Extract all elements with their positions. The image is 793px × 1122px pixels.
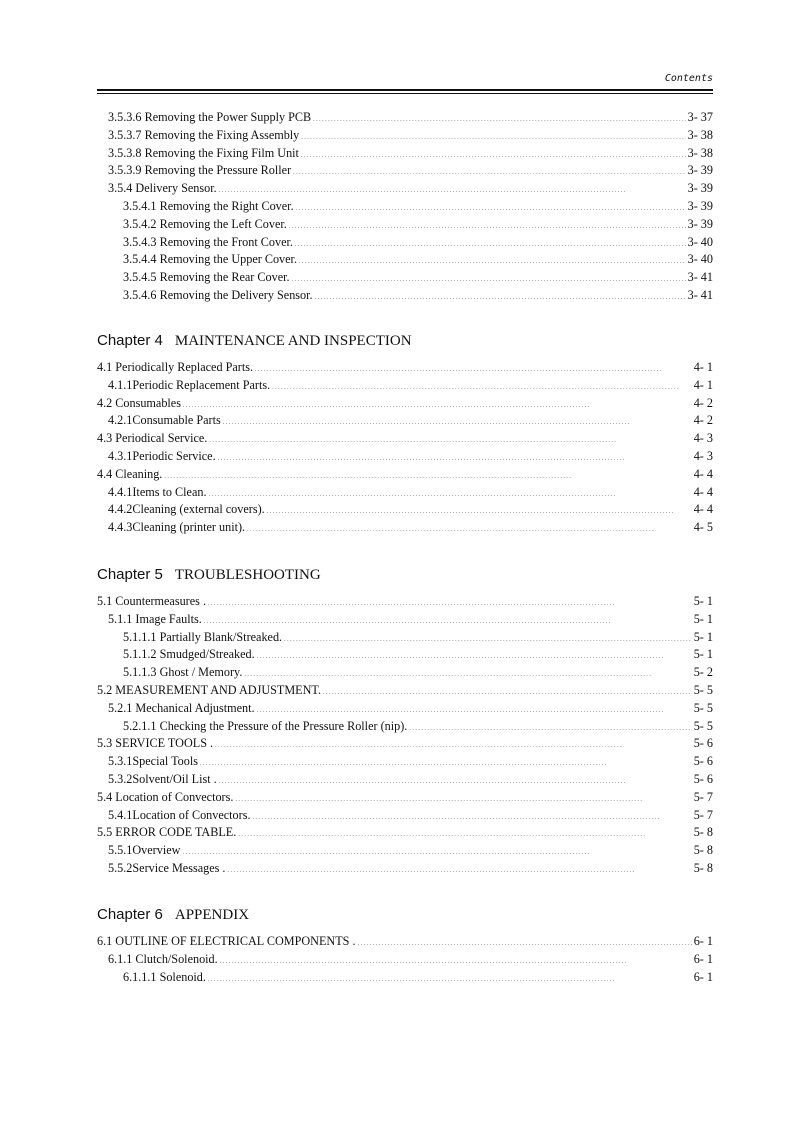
toc-entry-label: 3.5.3.8 Removing the Fixing Film Unit bbox=[108, 145, 299, 160]
toc-entry-label: 5.3.2Solvent/Oil List . bbox=[108, 771, 217, 786]
dot-leader bbox=[200, 754, 692, 769]
dot-leader bbox=[219, 181, 686, 196]
toc-entry[interactable] bbox=[97, 594, 713, 612]
dot-leader bbox=[257, 647, 692, 662]
dot-leader bbox=[257, 701, 692, 716]
toc-entry-label: 5.4 Location of Convectors. bbox=[97, 789, 234, 804]
chapter-title: MAINTENANCE AND INSPECTION bbox=[174, 333, 412, 349]
toc-entry[interactable] bbox=[97, 110, 713, 128]
toc-entry-page-number: 5- 2 bbox=[693, 665, 713, 680]
toc-entry-page-number: 5- 7 bbox=[693, 789, 713, 804]
toc-entry-label: 5.5.1Overview bbox=[108, 843, 181, 858]
dot-leader bbox=[295, 235, 686, 250]
toc-entry-page-number: 4- 3 bbox=[693, 431, 713, 446]
toc-entry-page-number: 4- 1 bbox=[693, 377, 713, 392]
toc-entry[interactable] bbox=[97, 754, 713, 772]
dot-leader bbox=[209, 431, 691, 446]
toc-entry-label: 6.1.1 Clutch/Solenoid. bbox=[108, 951, 218, 966]
toc-entry[interactable] bbox=[97, 146, 713, 164]
toc-entry-page-number: 4- 5 bbox=[693, 520, 713, 535]
toc-entry-label: 5.3 SERVICE TOOLS . bbox=[97, 736, 214, 751]
toc-entry-page-number: 3- 39 bbox=[687, 163, 713, 178]
toc-section-chapter-4 bbox=[97, 360, 713, 538]
dot-leader bbox=[218, 449, 692, 464]
chapter-number: Chapter 5 bbox=[97, 566, 163, 583]
toc-entry-page-number: 3- 38 bbox=[687, 127, 713, 142]
dot-leader bbox=[313, 110, 685, 125]
toc-entry-page-number: 4- 4 bbox=[693, 466, 713, 481]
toc-entry[interactable] bbox=[97, 520, 713, 538]
toc-entry-label: 4.2.1Consumable Parts bbox=[108, 413, 221, 428]
toc-section-chapter-3-continued bbox=[97, 110, 713, 306]
toc-entry[interactable] bbox=[97, 378, 713, 396]
toc-entry-label: 3.5.4.5 Removing the Rear Cover. bbox=[123, 270, 290, 285]
toc-entry-page-number: 3- 41 bbox=[687, 287, 713, 302]
toc-entry-label: 3.5.4.2 Removing the Left Cover. bbox=[123, 216, 287, 231]
toc-entry-page-number: 5- 1 bbox=[693, 611, 713, 626]
toc-entry-label: 4.3.1Periodic Service. bbox=[108, 448, 216, 463]
running-header: Contents bbox=[664, 73, 713, 84]
toc-entry-label: 4.3 Periodical Service. bbox=[97, 431, 208, 446]
toc-entry-label: 3.5.4.6 Removing the Delivery Sensor. bbox=[123, 287, 313, 302]
dot-leader bbox=[208, 970, 692, 985]
dot-leader bbox=[315, 288, 686, 303]
toc-entry-label: 5.3.1Special Tools bbox=[108, 754, 198, 769]
dot-leader bbox=[247, 520, 692, 535]
toc-entry[interactable] bbox=[97, 431, 713, 449]
toc-entry-label: 6.1.1.1 Solenoid. bbox=[123, 969, 206, 984]
toc-entry[interactable] bbox=[97, 449, 713, 467]
dot-leader bbox=[227, 861, 691, 876]
toc-entry-label: 5.1.1.2 Smudged/Streaked. bbox=[123, 647, 255, 662]
toc-entry[interactable] bbox=[97, 683, 713, 701]
toc-entry[interactable] bbox=[97, 701, 713, 719]
toc-entry[interactable] bbox=[97, 825, 713, 843]
toc-entry-page-number: 4- 2 bbox=[693, 395, 713, 410]
toc-entry-label: 4.1 Periodically Replaced Parts. bbox=[97, 360, 254, 374]
toc-entry[interactable] bbox=[97, 485, 713, 503]
toc-entry[interactable] bbox=[97, 217, 713, 235]
dot-leader bbox=[244, 665, 691, 680]
toc-entry[interactable] bbox=[97, 952, 713, 970]
toc-entry[interactable] bbox=[97, 396, 713, 414]
toc-entry-label: 3.5.4 Delivery Sensor. bbox=[108, 181, 217, 196]
toc-entry[interactable] bbox=[97, 647, 713, 665]
dot-leader bbox=[182, 843, 691, 858]
dot-leader bbox=[164, 467, 691, 482]
toc-entry-label: 6.1 OUTLINE OF ELECTRICAL COMPONENTS . bbox=[97, 934, 356, 948]
toc-entry[interactable] bbox=[97, 970, 713, 988]
toc-entry-label: 3.5.3.6 Removing the Power Supply PCB bbox=[108, 110, 312, 124]
toc-entry[interactable] bbox=[97, 413, 713, 431]
toc-entry[interactable] bbox=[97, 808, 713, 826]
toc-entry-page-number: 5- 6 bbox=[693, 754, 713, 769]
toc-entry[interactable] bbox=[97, 790, 713, 808]
dot-leader bbox=[215, 736, 692, 751]
toc-entry-page-number: 3- 38 bbox=[687, 145, 713, 160]
toc-entry[interactable] bbox=[97, 843, 713, 861]
toc-entry[interactable] bbox=[97, 181, 713, 199]
toc-entry[interactable] bbox=[97, 360, 713, 378]
toc-entry[interactable] bbox=[97, 665, 713, 683]
toc-entry-label: 5.2 MEASUREMENT AND ADJUSTMENT. bbox=[97, 682, 322, 697]
chapter-number: Chapter 4 bbox=[97, 332, 163, 349]
chapter-title: TROUBLESHOOTING bbox=[174, 567, 321, 583]
toc-entry[interactable] bbox=[97, 270, 713, 288]
toc-entry[interactable] bbox=[97, 163, 713, 181]
chapter-title: APPENDIX bbox=[174, 907, 250, 923]
toc-entry-page-number: 5- 1 bbox=[693, 647, 713, 662]
toc-entry[interactable] bbox=[97, 467, 713, 485]
toc-entry[interactable] bbox=[97, 772, 713, 790]
dot-leader bbox=[299, 252, 686, 267]
toc-entry-page-number: 5- 6 bbox=[693, 771, 713, 786]
toc-entry-label: 5.5 ERROR CODE TABLE. bbox=[97, 825, 237, 840]
toc-entry[interactable] bbox=[97, 630, 713, 648]
toc-entry-label: 3.5.4.1 Removing the Right Cover. bbox=[123, 198, 294, 213]
chapter-4-heading bbox=[97, 332, 713, 354]
toc-entry-page-number: 4- 4 bbox=[693, 484, 713, 499]
toc-entry-page-number: 3- 39 bbox=[687, 216, 713, 231]
toc-entry-label: 5.1.1.1 Partially Blank/Streaked. bbox=[123, 629, 283, 644]
toc-entry-page-number: 4- 4 bbox=[693, 502, 713, 517]
header-rule-thin bbox=[97, 93, 713, 94]
toc-entry-label: 4.4.2Cleaning (external covers). bbox=[108, 502, 265, 517]
toc-entry-label: 5.2.1.1 Checking the Pressure of the Pressure Roller (nip). bbox=[123, 718, 408, 733]
toc-entry-label: 5.1.1 Image Faults. bbox=[108, 611, 202, 626]
toc-entry[interactable] bbox=[97, 199, 713, 217]
toc-entry[interactable] bbox=[97, 719, 713, 737]
dot-leader bbox=[219, 772, 692, 787]
toc-entry[interactable] bbox=[97, 288, 713, 306]
toc-entry-page-number: 5- 8 bbox=[693, 825, 713, 840]
toc-entry-label: 4.2 Consumables bbox=[97, 395, 181, 410]
chapter-6-heading bbox=[97, 906, 713, 928]
dot-leader bbox=[255, 360, 692, 375]
dot-leader bbox=[223, 413, 692, 428]
toc-entry-page-number: 3- 40 bbox=[687, 252, 713, 267]
toc-entry-page-number: 5- 8 bbox=[693, 860, 713, 875]
toc-entry[interactable] bbox=[97, 502, 713, 520]
toc-entry-page-number: 5- 5 bbox=[693, 700, 713, 715]
toc-entry-label: 5.5.2Service Messages . bbox=[108, 860, 226, 875]
toc-entry-page-number: 4- 2 bbox=[693, 413, 713, 428]
toc-entry-page-number: 5- 5 bbox=[693, 682, 713, 697]
toc-entry-label: 5.2.1 Mechanical Adjustment. bbox=[108, 700, 255, 715]
dot-leader bbox=[409, 719, 691, 734]
toc-entry-page-number: 4- 3 bbox=[693, 448, 713, 463]
dot-leader bbox=[183, 396, 692, 411]
toc-entry-page-number: 6- 1 bbox=[693, 934, 713, 948]
dot-leader bbox=[208, 594, 692, 609]
toc-entry-page-number: 3- 41 bbox=[687, 270, 713, 285]
chapter-5-heading bbox=[97, 566, 713, 588]
toc-entry[interactable] bbox=[97, 235, 713, 253]
toc-entry-label: 4.4 Cleaning. bbox=[97, 466, 163, 481]
toc-entry-label: 5.1 Countermeasures . bbox=[97, 594, 206, 608]
toc-entry[interactable] bbox=[97, 612, 713, 630]
chapter-number: Chapter 6 bbox=[97, 906, 163, 923]
toc-entry-label: 4.4.3Cleaning (printer unit). bbox=[108, 520, 246, 535]
toc-entry-page-number: 5- 8 bbox=[693, 843, 713, 858]
toc-entry-page-number: 6- 1 bbox=[693, 969, 713, 984]
toc-entry-page-number: 3- 40 bbox=[687, 234, 713, 249]
dot-leader bbox=[358, 934, 692, 949]
toc-entry-label: 4.4.1Items to Clean. bbox=[108, 484, 207, 499]
dot-leader bbox=[301, 128, 685, 143]
toc-entry-page-number: 4- 1 bbox=[693, 360, 713, 374]
toc-entry-label: 3.5.3.7 Removing the Fixing Assembly bbox=[108, 127, 300, 142]
toc-entry-page-number: 3- 37 bbox=[687, 110, 713, 124]
toc-entry[interactable] bbox=[97, 736, 713, 754]
dot-leader bbox=[253, 808, 692, 823]
toc-entry-page-number: 6- 1 bbox=[693, 951, 713, 966]
toc-entry-page-number: 5- 5 bbox=[693, 718, 713, 733]
toc-entry-label: 5.4.1Location of Convectors. bbox=[108, 807, 251, 822]
toc-entry-label: 5.1.1.3 Ghost / Memory. bbox=[123, 665, 243, 680]
toc-entry-label: 4.1.1Periodic Replacement Parts. bbox=[108, 377, 271, 392]
toc-entry-page-number: 3- 39 bbox=[687, 181, 713, 196]
dot-leader bbox=[220, 952, 692, 967]
dot-leader bbox=[267, 502, 692, 517]
toc-entry-page-number: 5- 7 bbox=[693, 807, 713, 822]
dot-leader bbox=[235, 790, 691, 805]
toc-entry-page-number: 5- 1 bbox=[693, 629, 713, 644]
dot-leader bbox=[209, 485, 692, 500]
dot-leader bbox=[292, 270, 686, 285]
toc-entry-page-number: 5- 6 bbox=[693, 736, 713, 751]
toc-entry-page-number: 3- 39 bbox=[687, 198, 713, 213]
dot-leader bbox=[301, 146, 686, 161]
toc-entry-label: 3.5.4.3 Removing the Front Cover. bbox=[123, 234, 293, 249]
toc-entry[interactable] bbox=[97, 934, 713, 952]
toc-entry-label: 3.5.3.9 Removing the Pressure Roller bbox=[108, 163, 292, 178]
dot-leader bbox=[204, 612, 692, 627]
dot-leader bbox=[238, 825, 691, 840]
toc-entry[interactable] bbox=[97, 252, 713, 270]
dot-leader bbox=[323, 683, 692, 698]
toc-entry-label: 3.5.4.4 Removing the Upper Cover. bbox=[123, 252, 297, 267]
dot-leader bbox=[293, 163, 685, 178]
toc-entry-page-number: 5- 1 bbox=[693, 594, 713, 608]
dot-leader bbox=[289, 217, 686, 232]
dot-leader bbox=[296, 199, 686, 214]
dot-leader bbox=[272, 378, 692, 393]
toc-entry[interactable] bbox=[97, 128, 713, 146]
toc-section-chapter-5 bbox=[97, 594, 713, 879]
toc-entry[interactable] bbox=[97, 861, 713, 879]
header-rule-thick bbox=[97, 89, 713, 91]
toc-section-chapter-6 bbox=[97, 934, 713, 987]
dot-leader bbox=[284, 630, 692, 645]
